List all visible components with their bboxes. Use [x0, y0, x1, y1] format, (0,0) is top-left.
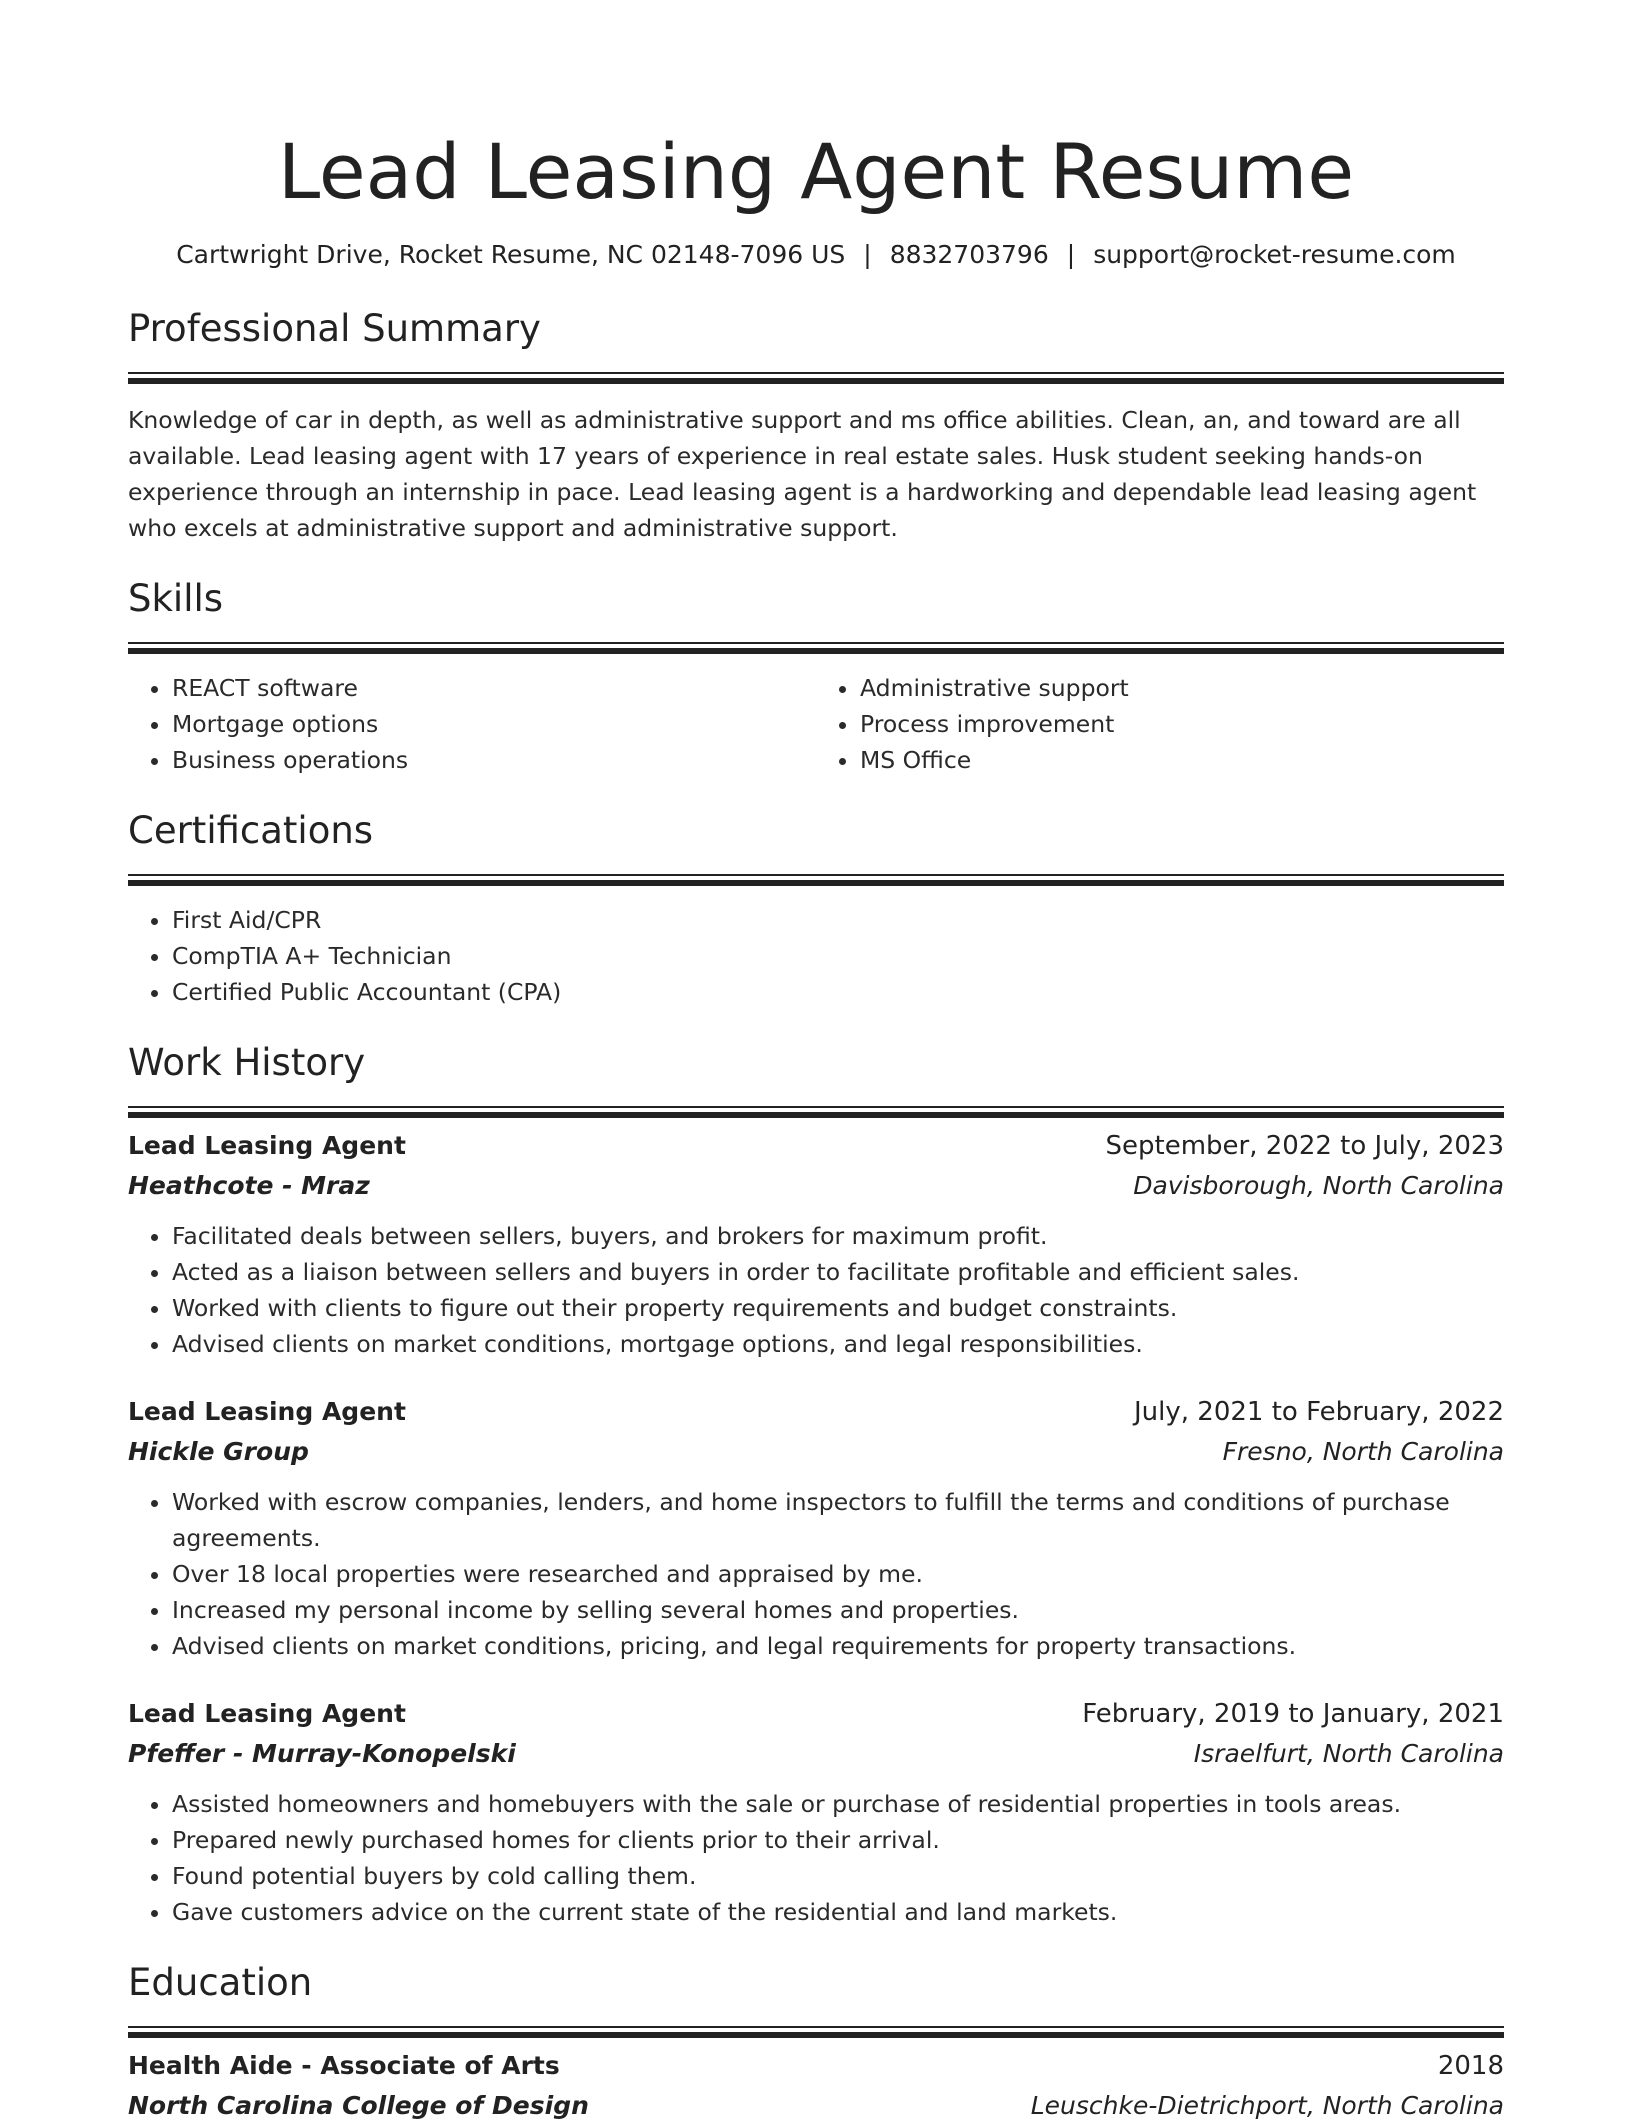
job-bullet: • Prepared newly purchased homes for clients prior to their arrival.: [172, 1822, 1504, 1858]
section-divider: [128, 874, 1504, 876]
job-bullet: • Advised clients on market conditions, mortgage options, and legal responsibilities.: [172, 1326, 1504, 1362]
skills-list: [128, 670, 1504, 778]
certification-item: • CompTIA A+ Technician: [172, 938, 1504, 974]
education-location: Leuschke-Dietrichport, North Carolina: [1030, 2091, 1504, 2120]
job-bullet: • Found potential buyers by cold calling them.: [172, 1858, 1504, 1894]
skill-item: • Mortgage options: [172, 706, 816, 742]
education-school: North Carolina College of Design: [128, 2091, 589, 2120]
skill-item: • Process improvement: [860, 706, 1504, 742]
job-company: Pfeffer - Murray-Konopelski: [128, 1739, 516, 1768]
section-divider: [128, 642, 1504, 644]
job-location: Israelfurt, North Carolina: [1193, 1739, 1504, 1768]
certification-item: • Certified Public Accountant (CPA): [172, 974, 1504, 1010]
job-subheader: [128, 1734, 1504, 1774]
skill-item: • Business operations: [172, 742, 816, 778]
job-bullet: • Gave customers advice on the current state of the residential and land markets.: [172, 1894, 1504, 1930]
job-dates: July, 2021 to February, 2022: [1134, 1397, 1504, 1427]
job-title: Lead Leasing Agent: [128, 1699, 406, 1728]
education-year: 2018: [1437, 2051, 1504, 2081]
job-header: [128, 1126, 1504, 1166]
summary-text: Knowledge of car in depth, as well as administrative support and ms office abilities. Clean, an, and toward are all available. Lead leasing agent with 17 years of experience in real estate sales. Husk student seeking hands-on experience through an internship in pace. Lead leasing agent is a hardworking and dependable lead leasing agent who excels at administrative support and administrative support.: [128, 406, 1477, 542]
certifications-list: [128, 902, 1504, 1010]
contact-separator: |: [1066, 240, 1076, 269]
contact-line: [128, 238, 1504, 272]
section-heading-certifications: Certifications: [128, 809, 374, 852]
job-bullet: • Worked with escrow companies, lenders, and home inspectors to fulfill the terms and conditions of purchase agreements.: [172, 1484, 1504, 1556]
section-work-history: [128, 1040, 1504, 1930]
contact-phone: 8832703796: [889, 240, 1049, 269]
certification-item: • First Aid/CPR: [172, 902, 1504, 938]
job-bullet: • Facilitated deals between sellers, buyers, and brokers for maximum profit.: [172, 1218, 1504, 1254]
job-bullet: • Advised clients on market conditions, pricing, and legal requirements for property transactions.: [172, 1628, 1504, 1664]
section-education: [128, 1960, 1504, 2126]
skills-column-left: [128, 670, 816, 778]
section-summary: [128, 306, 1504, 546]
job-header: [128, 1392, 1504, 1432]
section-certifications: [128, 808, 1504, 1010]
education-header: [128, 2046, 1504, 2086]
resume-title: Lead Leasing Agent Resume: [277, 127, 1355, 216]
section-divider: [128, 2026, 1504, 2028]
job-dates: February, 2019 to January, 2021: [1082, 1699, 1504, 1729]
job-company: Heathcote - Mraz: [128, 1171, 370, 1200]
job-header: [128, 1694, 1504, 1734]
skill-item: • MS Office: [860, 742, 1504, 778]
contact-separator: |: [863, 240, 872, 269]
job-entry: [128, 1126, 1504, 1362]
job-subheader: [128, 1166, 1504, 1206]
job-bullet: • Over 18 local properties were researched and appraised by me.: [172, 1556, 1504, 1592]
job-title: Lead Leasing Agent: [128, 1397, 406, 1426]
job-bullets: [128, 1218, 1504, 1362]
job-bullet: • Increased my personal income by selling several homes and properties.: [172, 1592, 1504, 1628]
skills-column-right: [816, 670, 1504, 778]
section-heading-skills: Skills: [128, 577, 224, 620]
section-heading-education: Education: [128, 1961, 313, 2004]
job-bullet: • Worked with clients to figure out their property requirements and budget constraints.: [172, 1290, 1504, 1326]
section-heading-work-history: Work History: [128, 1041, 366, 1084]
job-company: Hickle Group: [128, 1437, 309, 1466]
job-title: Lead Leasing Agent: [128, 1131, 406, 1160]
resume-page: [128, 0, 1504, 2126]
job-location: Fresno, North Carolina: [1222, 1437, 1504, 1466]
job-entry: [128, 1392, 1504, 1664]
contact-email: support@rocket-resume.com: [1093, 240, 1456, 269]
section-divider: [128, 1106, 1504, 1108]
skill-item: • Administrative support: [860, 670, 1504, 706]
job-bullets: [128, 1484, 1504, 1664]
education-entry: [128, 2046, 1504, 2126]
job-location: Davisborough, North Carolina: [1133, 1171, 1504, 1200]
section-skills: [128, 576, 1504, 778]
job-subheader: [128, 1432, 1504, 1472]
skill-item: • REACT software: [172, 670, 816, 706]
education-subheader: [128, 2086, 1504, 2126]
job-bullets: [128, 1786, 1504, 1930]
job-bullet: • Assisted homeowners and homebuyers with the sale or purchase of residential properties in tools areas.: [172, 1786, 1504, 1822]
contact-address: Cartwright Drive, Rocket Resume, NC 02148-7096 US: [176, 240, 846, 269]
education-degree: Health Aide - Associate of Arts: [128, 2051, 560, 2080]
section-heading-summary: Professional Summary: [128, 307, 541, 350]
job-entry: [128, 1694, 1504, 1930]
job-bullet: • Acted as a liaison between sellers and buyers in order to facilitate profitable and efficient sales.: [172, 1254, 1504, 1290]
section-divider: [128, 372, 1504, 374]
job-dates: September, 2022 to July, 2023: [1105, 1131, 1504, 1161]
